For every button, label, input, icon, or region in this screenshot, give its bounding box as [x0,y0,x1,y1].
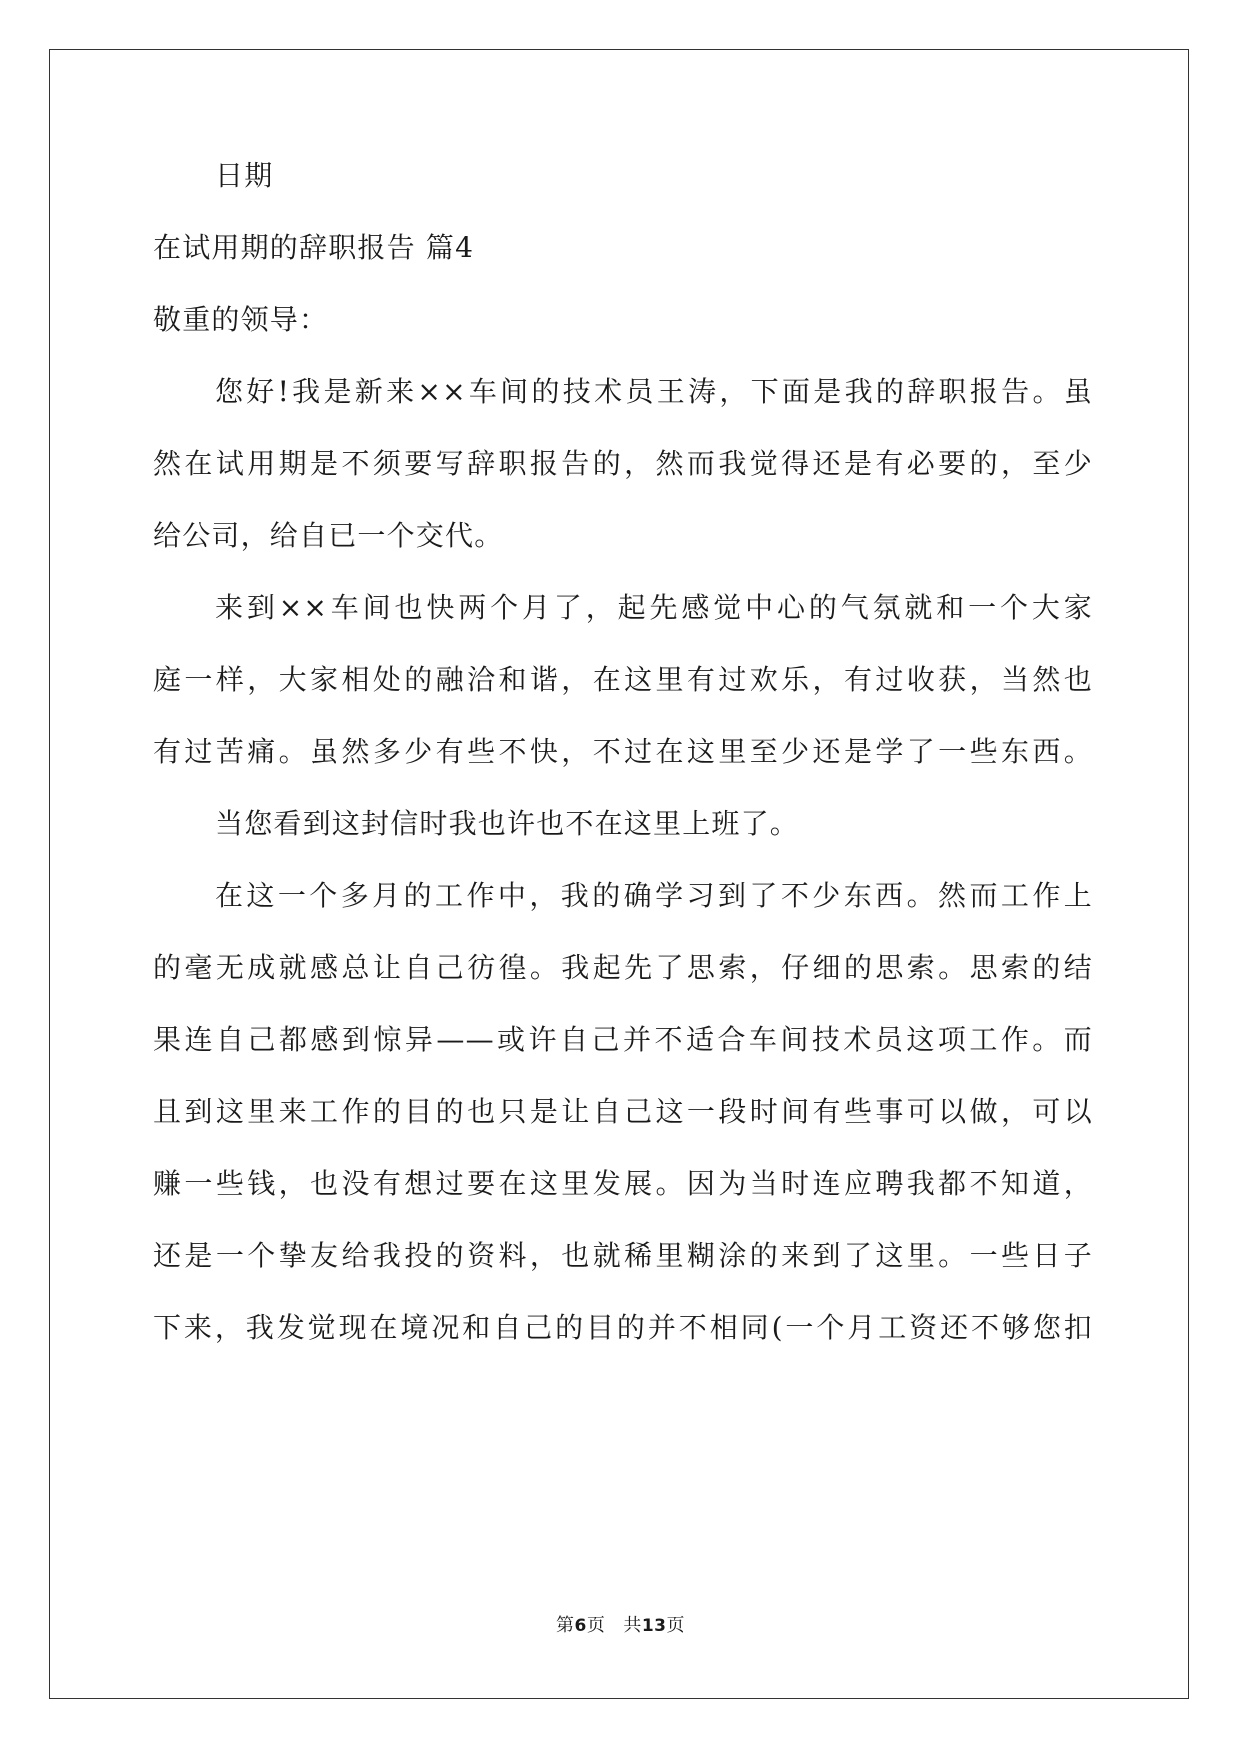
body-line: 的毫无成就感总让自己彷徨。我起先了思索，仔细的思索。思索的结 [153,951,1093,984]
salutation: 敬重的领导： [153,303,329,336]
footer-prefix: 第 [555,1615,575,1636]
footer-total-unit: 页 [666,1615,685,1636]
body-line: 在这一个多月的工作中，我的确学习到了不少东西。然而工作上 [215,879,1093,912]
footer-total-prefix: 共 [623,1615,642,1636]
body-line: 果连自己都感到惊异——或许自己并不适合车间技术员这项工作。而 [153,1023,1093,1056]
footer-page-unit: 页 [586,1615,606,1636]
footer-total-pages: 13 [641,1616,667,1636]
body-line: 下来，我发觉现在境况和自己的目的并不相同(一个月工资还不够您扣 [153,1311,1093,1344]
body-line: 您好!我是新来××车间的技术员王涛，下面是我的辞职报告。虽 [215,375,1093,408]
body-line: 还是一个挚友给我投的资料，也就稀里糊涂的来到了这里。一些日子 [153,1239,1093,1272]
section-heading: 在试用期的辞职报告 篇4 [153,231,475,264]
body-line: 且到这里来工作的目的也只是让自己这一段时间有些事可以做，可以 [153,1095,1093,1128]
body-line: 庭一样，大家相处的融洽和谐，在这里有过欢乐，有过收获，当然也 [153,663,1093,696]
footer-page-number: 6 [574,1616,587,1636]
body-line: 赚一些钱，也没有想过要在这里发展。因为当时连应聘我都不知道， [153,1167,1093,1200]
page-footer [0,1614,1241,1638]
body-line: 然在试用期是不须要写辞职报告的，然而我觉得还是有必要的，至少 [153,447,1093,480]
body-line: 来到××车间也快两个月了，起先感觉中心的气氛就和一个大家 [215,591,1093,624]
date-label: 日期 [215,159,274,192]
page-border [49,49,1189,1699]
body-line: 当您看到这封信时我也许也不在这里上班了。 [215,807,800,840]
body-line: 有过苦痛。虽然多少有些不快，不过在这里至少还是学了一些东西。 [153,735,1093,768]
body-line: 给公司，给自已一个交代。 [153,519,504,552]
